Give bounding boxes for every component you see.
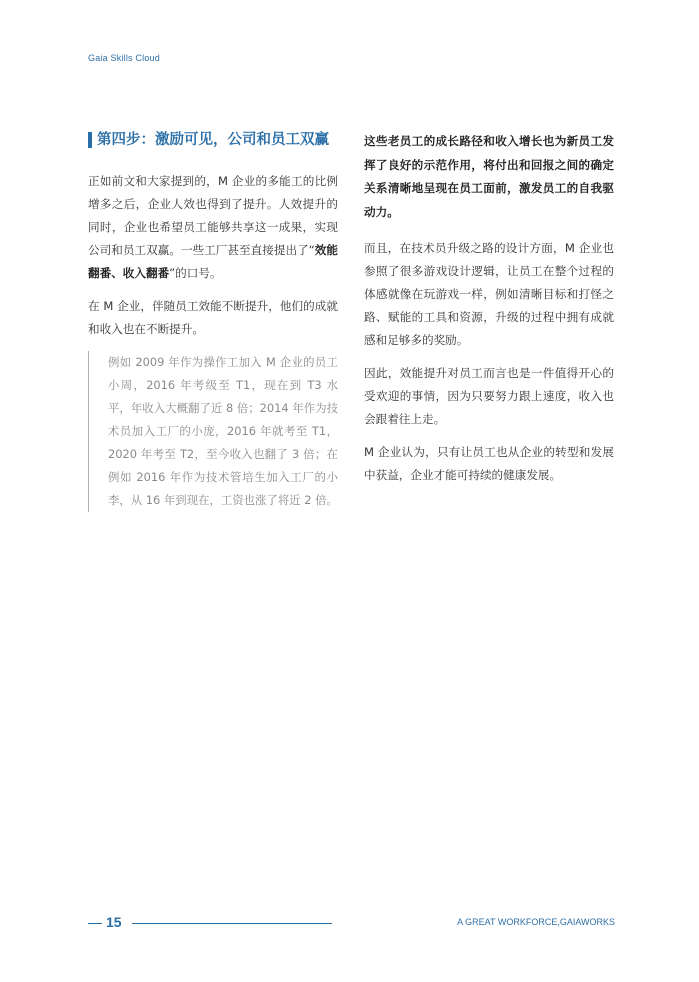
section-title	[88, 130, 338, 150]
right-column	[364, 130, 614, 497]
paragraph-5: M 企业认为，只有让员工也从企业的转型和发展中获益，企业才能可持续的健康发展。	[364, 445, 614, 482]
example-quote: 例如 2009 年作为操作工加入 M 企业的员工小周，2016 年考级至 T1，现在到 T3 水平，年收入大概翻了近 8 倍；2014 年作为技术员加入工厂的小庞，2016 年就考至 T1，2020 年考至 T2，至今收入也翻了 3 倍；在例如 2016 年作为技术管培生加入工厂的小李，从 16 年到现在，工资也涨了将近 2 倍。	[88, 351, 338, 512]
slogan-text: 效能翻番、收入翻番	[88, 243, 338, 280]
paragraph-1-part-c: ”的口号。	[169, 266, 222, 280]
paragraph-1	[88, 170, 338, 285]
page-number: 15	[106, 914, 122, 930]
header-brand: Gaia Skills Cloud	[88, 53, 160, 63]
footer-dash	[88, 923, 102, 924]
section-title-text: 第四步：激励可见，公司和员工双赢	[97, 132, 329, 148]
paragraph-1-part-a: 正如前文和大家提到的，M 企业的多能工的比例增多之后，企业人效也得到了提升。人效提升的同时，企业也希望员工能够共享这一成果，实现公司和员工双赢。一些工厂甚至直接提出了“	[88, 174, 338, 257]
highlight-paragraph: 这些老员工的成长路径和收入增长也为新员工发挥了良好的示范作用，将付出和回报之间的确定关系清晰地呈现在员工面前，激发员工的自我驱动力。	[364, 134, 614, 219]
title-accent-bar	[88, 132, 92, 148]
footer-rule	[132, 923, 332, 924]
paragraph-2: 在 M 企业，伴随员工效能不断提升，他们的成就和收入也在不断提升。	[88, 299, 338, 336]
footer-brand: A GREAT WORKFORCE,GAIAWORKS	[457, 917, 615, 927]
left-column	[88, 130, 338, 512]
paragraph-3: 而且，在技术员升级之路的设计方面，M 企业也参照了很多游戏设计逻辑，让员工在整个过程的体感就像在玩游戏一样，例如清晰目标和打怪之路、赋能的工具和资源，升级的过程中拥有成就感和足够多的奖励。	[364, 241, 614, 347]
paragraph-4: 因此，效能提升对员工而言也是一件值得开心的受欢迎的事情，因为只要努力跟上速度，收入也会跟着往上走。	[364, 366, 614, 426]
